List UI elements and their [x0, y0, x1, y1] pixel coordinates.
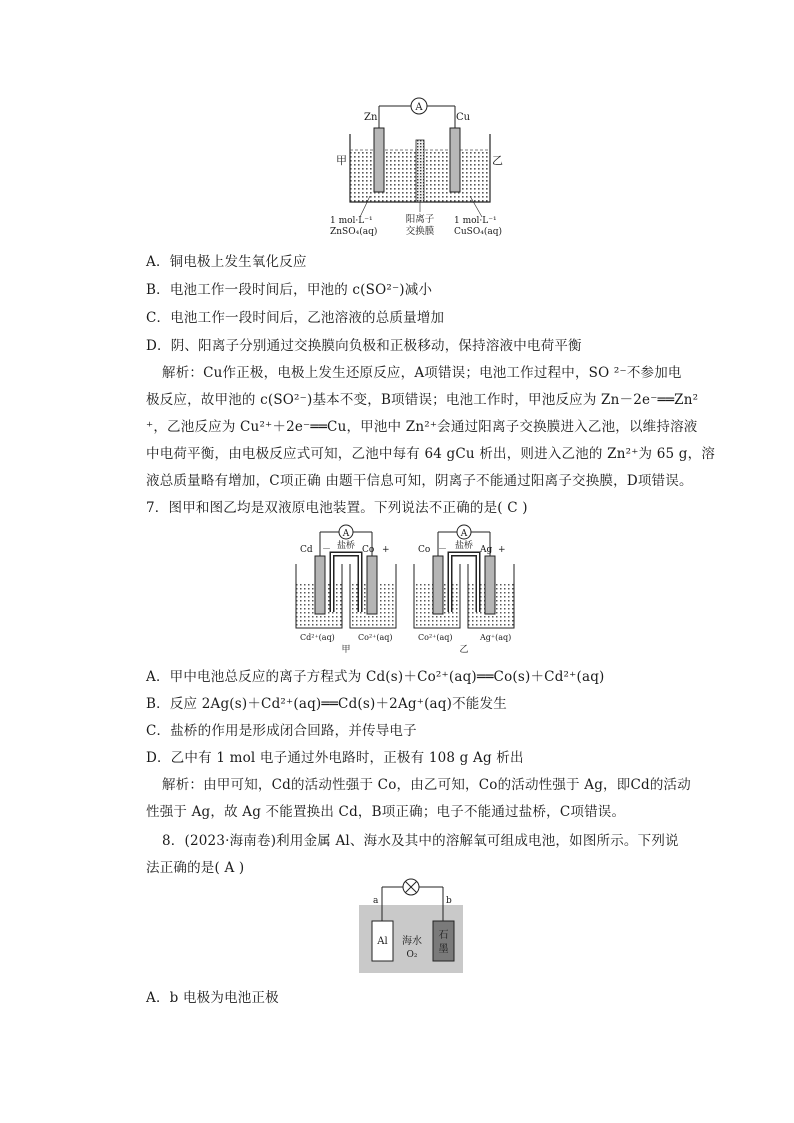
electrode-b-label: b — [446, 896, 452, 906]
right-solution: CuSO₄(aq) — [454, 227, 502, 237]
figure-al-seawater-cell — [355, 877, 467, 975]
graphite-label-2: 墨 — [438, 944, 449, 955]
q7-explanation-line-1: 解析：由甲可知，Cd的活动性强于 Co，由乙可知，Co的活动性强于 Ag，即Cd的活动 — [162, 777, 691, 793]
graphite-label-1: 石 — [438, 930, 449, 941]
co-label-yi: Co — [418, 545, 431, 555]
cu-label: Cu — [456, 112, 471, 123]
q8-stem-line-1: 8．(2023·海南卷)利用金属 Al、海水及其中的溶解氧可组成电池，如图所示。下列说 — [162, 833, 679, 849]
cell-yi — [414, 525, 514, 655]
co-solution: Co²⁺(aq) — [358, 633, 393, 642]
co-sign-yi: － — [438, 545, 448, 555]
ammeter-label: A — [415, 102, 423, 113]
q6-explanation-line-4: 中电荷平衡，由电极反应式可知，乙池中每有 64 gCu 析出，则进入乙池的 Zn²⁺为 65 g，溶 — [146, 446, 716, 462]
bridge-label-jia: 盐桥 — [336, 541, 356, 551]
q6-explanation-line-5: 液总质量略有增加，C项正确 由题干信息可知，阴离子不能通过阳离子交换膜，D项错误。 — [146, 473, 693, 489]
right-cell-label: 乙 — [492, 154, 503, 167]
right-conc: 1 mol·L⁻¹ — [454, 216, 497, 226]
ammeter-jia: A — [342, 529, 350, 539]
cd-sign: － — [322, 545, 332, 555]
al-label: Al — [377, 936, 388, 947]
cell-jia — [296, 525, 396, 655]
q6-option-c: C．电池工作一段时间后，乙池溶液的总质量增加 — [146, 310, 445, 326]
q7-option-a: A．甲中电池总反应的离子方程式为 Cd(s)＋Co²⁺(aq)══Co(s)＋Cd²⁺(aq) — [146, 669, 605, 685]
left-solution: ZnSO₄(aq) — [330, 227, 378, 237]
membrane-label-1: 阳离子 — [405, 214, 435, 225]
bridge-label-yi: 盐桥 — [454, 541, 474, 551]
left-cell-label: 甲 — [336, 154, 347, 167]
q6-explanation-line-2: 极反应，故甲池的 c(SO²⁻)基本不变，B项错误；电池工作时，甲池反应为 Zn－2e⁻══Zn² — [146, 392, 699, 408]
q7-option-b: B．反应 2Ag(s)＋Cd²⁺(aq)══Cd(s)＋2Ag⁺(aq)不能发生 — [146, 696, 507, 712]
q6-option-d: D．阴、阳离子分别通过交换膜向负极和正极移动，保持溶液中电荷平衡 — [146, 338, 582, 354]
oxygen-label: O₂ — [406, 950, 418, 960]
zn-label: Zn — [364, 112, 378, 123]
seawater-label: 海水 — [402, 936, 422, 947]
co-sign: + — [382, 545, 390, 555]
figure-salt-bridge-cells — [292, 520, 528, 658]
q6-option-b: B．电池工作一段时间后，甲池的 c(SO²⁻)减小 — [146, 282, 433, 298]
ag-sign: + — [498, 545, 506, 555]
q8-option-a: A．b 电极为电池正极 — [146, 990, 279, 1006]
electrode-a-label: a — [373, 896, 379, 906]
q6-explanation-line-3: ⁺，乙池反应为 Cu²⁺＋2e⁻══Cu，甲池中 Zn²⁺会通过阳离子交换膜进入乙池，以维持溶液 — [146, 419, 698, 435]
membrane-label-2: 交换膜 — [405, 226, 435, 237]
co-label: Co — [362, 545, 375, 555]
ag-label: Ag — [480, 545, 493, 555]
yi-label: 乙 — [459, 645, 469, 655]
q7-option-c: C．盐桥的作用是形成闭合回路，并传导电子 — [146, 723, 417, 739]
left-conc: 1 mol·L⁻¹ — [330, 216, 373, 226]
q8-stem-line-2: 法正确的是( A ) — [146, 860, 245, 876]
q7-stem: 7．图甲和图乙均是双液原电池装置。下列说法不正确的是( C ) — [146, 500, 528, 516]
co-solution-yi: Co²⁺(aq) — [418, 633, 453, 642]
q6-option-a: A．铜电极上发生氧化反应 — [146, 254, 307, 270]
q7-explanation-line-2: 性强于 Ag，故 Ag 不能置换出 Cd，B项正确；电子不能通过盐桥，C项错误。 — [146, 804, 626, 820]
cd-solution: Cd²⁺(aq) — [300, 633, 335, 642]
cd-label: Cd — [300, 545, 313, 555]
q7-option-d: D．乙中有 1 mol 电子通过外电路时，正极有 108 g Ag 析出 — [146, 750, 524, 766]
q6-explanation-line-1: 解析：Cu作正极，电极上发生还原反应，A项错误；电池工作过程中，SO ²⁻不参加电 — [162, 365, 682, 381]
jia-label: 甲 — [341, 645, 351, 655]
ammeter-yi: A — [460, 529, 468, 539]
figure-zn-cu-cell — [330, 92, 510, 242]
ag-solution: Ag⁺(aq) — [480, 633, 512, 642]
